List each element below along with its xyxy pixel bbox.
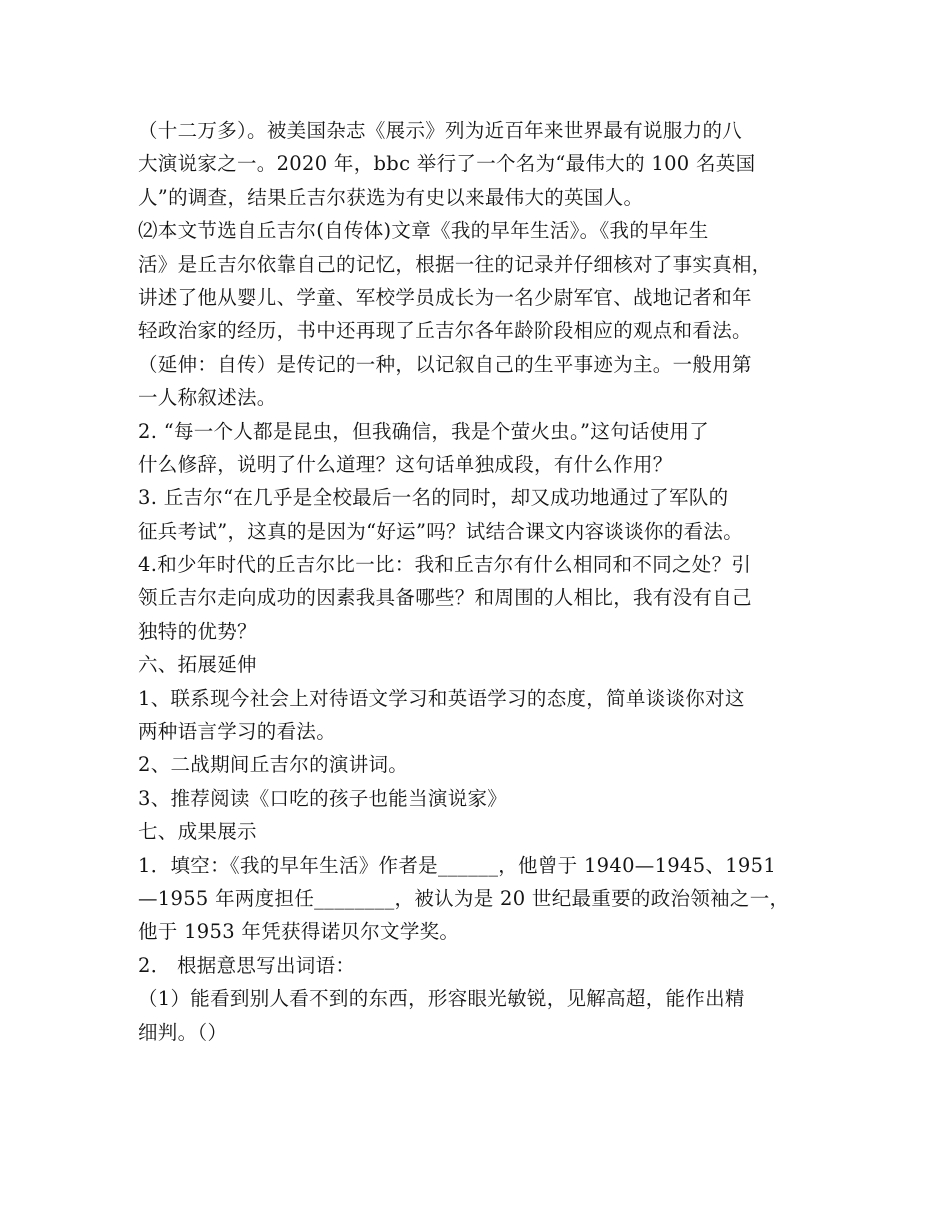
text-line: 3、推荐阅读《口吃的孩子也能当演说家》 [138, 786, 508, 810]
question-2: 2. “每一个人都是昆虫，但我确信，我是个萤火虫。”这句话使用了 [138, 419, 710, 443]
section-heading-results: 七、成果展示 [138, 820, 257, 844]
text-line: 人”的调查，结果丘吉尔获选为有史以来最伟大的英国人。 [138, 185, 644, 209]
text-line: 细判。（） [138, 1020, 228, 1044]
text-line: ⑵本文节选自丘吉尔(自传体)文章《我的早年生活》。《我的早年生 [138, 219, 709, 243]
text-line: （延伸：自传）是传记的一种，以记叙自己的生平事迹为主。一般用第 [138, 352, 752, 376]
text-line: 一人称叙述法。 [138, 386, 277, 410]
text-line: 2、二战期间丘吉尔的演讲词。 [138, 753, 409, 777]
text-line: （十二万多）。被美国杂志《展示》列为近百年来世界最有说服力的八 [138, 119, 743, 142]
text-line: 讲述了他从婴儿、学童、军校学员成长为一名少尉军官、战地记者和年 [138, 285, 752, 309]
text-line: —1955 年两度担任________，被认为是 20 世纪最重要的政治领袖之一， [138, 886, 790, 910]
text-line: 领丘吉尔走向成功的因素我具备哪些？和周围的人相比，我有没有自己 [138, 586, 752, 610]
text-line: 征兵考试”，这真的是因为“好运”吗？试结合课文内容谈谈你的看法。 [138, 519, 744, 543]
question-3: 3. 丘吉尔“在几乎是全校最后一名的同时，却又成功地通过了军队的 [138, 486, 729, 510]
text-line: 大演说家之一。2020 年，bbc 举行了一个名为“最伟大的 100 名英国 [138, 152, 756, 176]
section-heading-extension: 六、拓展延伸 [138, 653, 257, 677]
document-body [138, 114, 828, 1049]
text-line: 两种语言学习的看法。 [138, 720, 337, 744]
question-4: 4.和少年时代的丘吉尔比一比：我和丘吉尔有什么相同和不同之处？引 [138, 553, 752, 577]
text-line: 独特的优势？ [138, 619, 257, 643]
fill-in-question: 1．填空：《我的早年生活》作者是______，他曾于 1940—1945、1951 [138, 853, 777, 877]
text-line: 轻政治家的经历，书中还再现了丘吉尔各年龄阶段相应的观点和看法。 [138, 319, 752, 343]
text-line: 他于 1953 年凭获得诺贝尔文学奖。 [138, 920, 460, 944]
text-line: 1、联系现今社会上对待语文学习和英语学习的态度，简单谈谈你对这 [138, 686, 745, 710]
text-line: 活》是丘吉尔依靠自己的记忆，根据一往的记录并仔细核对了事实真相， [138, 252, 772, 276]
text-line: 2． 根据意思写出词语： [138, 953, 356, 977]
text-line: （1）能看到别人看不到的东西，形容眼光敏锐，见解高超，能作出精 [138, 987, 745, 1011]
text-line: 什么修辞，说明了什么道理？这句话单独成段，有什么作用？ [138, 452, 673, 476]
